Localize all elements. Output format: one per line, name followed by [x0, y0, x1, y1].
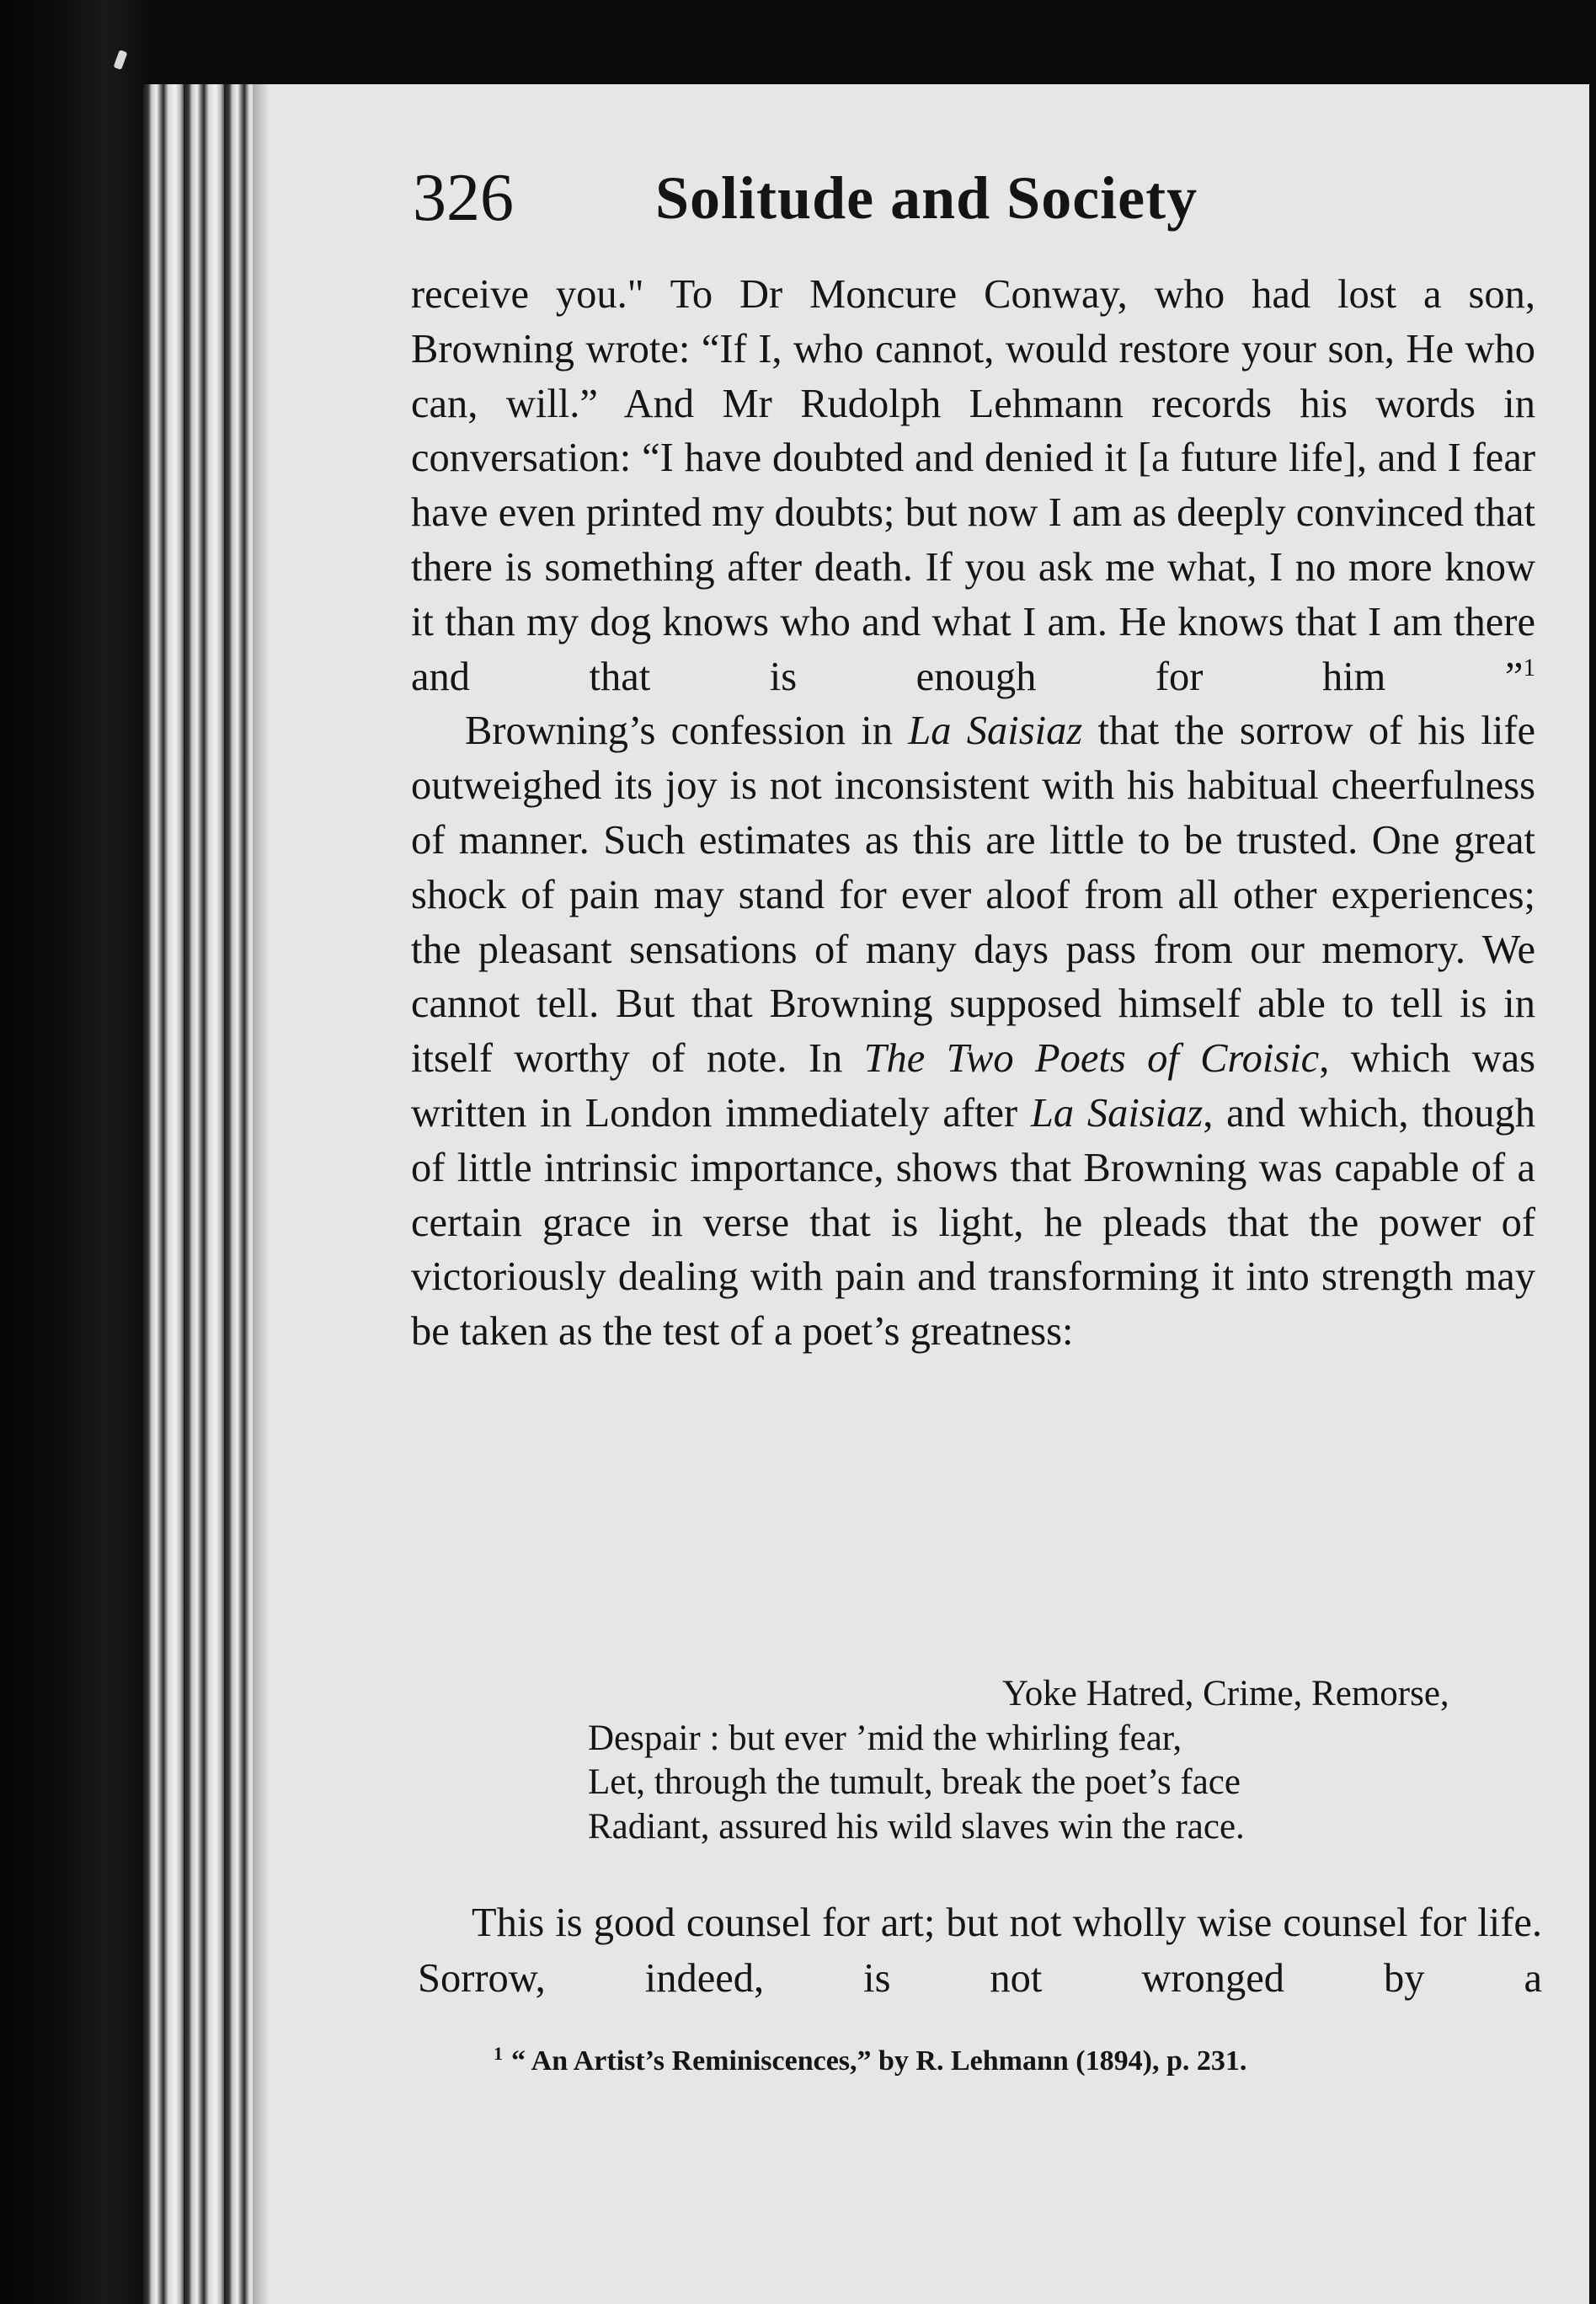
work-title-two-poets: The Two Poets of Croisic [863, 1036, 1320, 1082]
paragraph-2-text-b: that the sorrow of his life outweighed its joy is not inconsistent with his habitual cheerfulness of manner. Such estimates as this are little to be trusted. One great shock of pain may stand for ever aloof from all other experiences; the pleasant sensations of many days pass from our memory. We cannot tell. But that Browning supposed himself able to tell is in itself worthy of note. In [411, 708, 1535, 1082]
running-title: Solitude and Society [655, 164, 1198, 232]
main-text [411, 268, 1535, 1360]
verse-line: Let, through the tumult, break the poet’s face [588, 1762, 1241, 1802]
paragraph-3-text: This is good counsel for art; but not wholly wise counsel for life. Sorrow, indeed, is not wronged by a [418, 1900, 1542, 2001]
verse-line: Yoke Hatred, Crime, Remorse, [1002, 1674, 1449, 1713]
verse-quotation [588, 1672, 1548, 1849]
footnote [494, 2040, 1487, 2082]
scan-border-left [0, 0, 152, 2304]
footnote-reference: 1 [1523, 654, 1535, 682]
work-title-la-saisiaz-2: La Saisiaz [1030, 1090, 1204, 1136]
page-header [413, 152, 1339, 244]
paragraph-3 [418, 1895, 1542, 2007]
page-gutter-shadow [253, 84, 270, 2304]
paragraph-2-text-c: , which was written in London immediately after [411, 1036, 1536, 1136]
footnote-mark: 1 [494, 2042, 504, 2064]
footnote-text: “ An Artist’s Reminiscences,” by R. Lehmann (1894), p. 231. [511, 2045, 1247, 2077]
verse-line: Despair : but ever ’mid the whirling fear, [588, 1718, 1182, 1758]
paragraph-2-text-d: , and which, though of little intrinsic importance, shows that Browning was capable of a certain grace in verse that is light, he pleads that the power of victoriously dealing with pain and transforming it into strength may be taken as the test of a poet’s greatness: [411, 1090, 1535, 1355]
work-title-la-saisiaz: La Saisiaz [908, 708, 1083, 754]
book-binding-edge [143, 84, 270, 2304]
page-number: 326 [413, 161, 514, 235]
paragraph-2-text-a: Browning’s confession in [465, 708, 909, 754]
paragraph-2 [411, 704, 1535, 1360]
paragraph-1 [411, 268, 1535, 704]
verse-line: Radiant, assured his wild slaves win the race. [588, 1806, 1245, 1847]
scan-border-right [1589, 0, 1596, 2304]
paragraph-1-text: receive you." To Dr Moncure Conway, who had lost a son, Browning wrote: “If I, who cannot, would restore your son, He who can, will.” And Mr Rudolph Lehmann records his words in conversation: “I have doubted and denied it [a future life], and I fear have even printed my doubts; but now I am as deeply convinced that there is something after death. If you ask me what, I no more know it than my dog knows who and what I am. He knows that I am there and that is enough for him ” [411, 272, 1535, 699]
